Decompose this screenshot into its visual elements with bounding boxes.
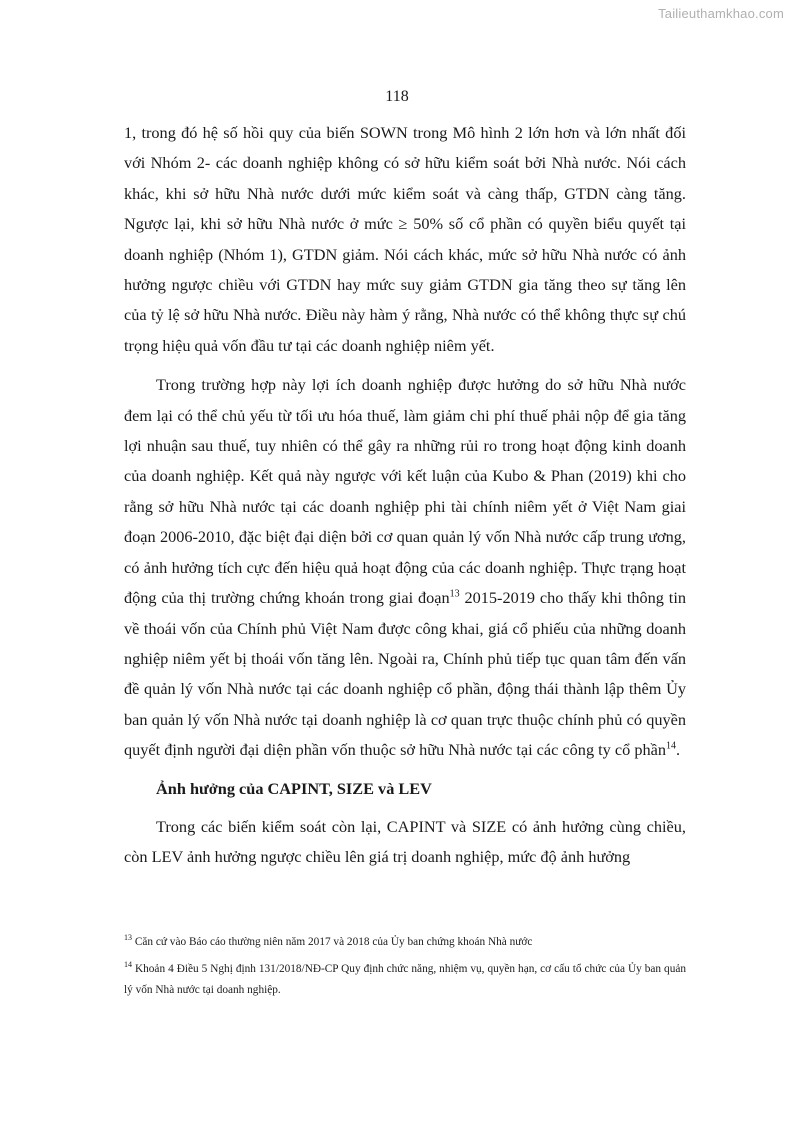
- paragraph-2-part-2: 2015-2019 cho thấy khi thông tin về thoái vốn của Chính phủ Việt Nam được công khai, giá cổ phiếu của những doanh nghiệp niêm yết bị thoái vốn tăng lên. Ngoài ra, Chính phủ tiếp tục quan tâm đến vấn đề quản lý vốn Nhà nước tại các doanh nghiệp cổ phần, động thái thành lập thêm Ủy ban quản lý vốn Nhà nước tại doanh nghiệp là cơ quan trực thuộc chính phủ có quyền quyết định người đại diện phần vốn thuộc sở hữu Nhà nước tại các công ty cổ phần: [124, 588, 686, 760]
- watermark: Tailieuthamkhao.com: [658, 6, 784, 21]
- section-heading: Ảnh hưởng của CAPINT, SIZE và LEV: [156, 778, 432, 798]
- page-number: 118: [385, 88, 409, 105]
- paragraph-2: [124, 370, 686, 765]
- footnote-ref-14[interactable]: 14: [665, 740, 676, 752]
- body-text: [124, 118, 686, 873]
- footnote-13: [124, 932, 686, 953]
- paragraph-3: Trong các biến kiểm soát còn lại, CAPINT và SIZE có ảnh hưởng cùng chiều, còn LEV ảnh hưởng ngược chiều lên giá trị doanh nghiệp, mức độ ảnh hưởng: [124, 816, 686, 867]
- footnote-text-14: Khoản 4 Điều 5 Nghị định 131/2018/NĐ-CP Quy định chức năng, nhiệm vụ, quyền hạn, cơ cấu tổ chức của Ủy ban quản lý vốn Nhà nước tại doanh nghiệp.: [124, 963, 686, 996]
- paragraph-2-part-1: Trong trường hợp này lợi ích doanh nghiệp được hưởng do sở hữu Nhà nước đem lại có thể chủ yếu từ tối ưu hóa thuế, làm giảm chi phí thuế phải nộp để gia tăng lợi nhuận sau thuế, tuy nhiên có thể gây ra những rủi ro trong hoạt động kinh doanh của doanh nghiệp. Kết quả này ngược với kết luận của Kubo & Phan (2019) khi cho rằng sở hữu Nhà nước tại các doanh nghiệp phi tài chính niêm yết ở Việt Nam giai đoạn 2006-2010, đặc biệt đại diện bởi cơ quan quản lý vốn Nhà nước cấp trung ương, có ảnh hưởng tích cực đến hiệu quả hoạt động của các doanh nghiệp. Thực trạng hoạt động của thị trường chứng khoán trong giai đoạn: [124, 375, 686, 608]
- footnotes: [124, 932, 686, 1007]
- footnote-text-13: Căn cứ vào Báo cáo thường niên năm 2017 và 2018 của Ủy ban chứng khoán Nhà nước: [132, 936, 533, 948]
- footnote-number-14: 14: [124, 960, 132, 970]
- footnote-number-13: 13: [124, 933, 132, 943]
- paragraph-2-part-3: .: [675, 740, 681, 760]
- footnote-14: [124, 959, 686, 1001]
- footnote-ref-13[interactable]: 13: [449, 588, 460, 600]
- paragraph-1: 1, trong đó hệ số hồi quy của biến SOWN trong Mô hình 2 lớn hơn và lớn nhất đối với Nhóm 2- các doanh nghiệp không có sở hữu kiểm soát bởi Nhà nước. Nói cách khác, khi sở hữu Nhà nước dưới mức kiểm soát và càng thấp, GTDN càng tăng. Ngược lại, khi sở hữu Nhà nước ở mức ≥ 50% số cổ phần có quyền biểu quyết tại doanh nghiệp (Nhóm 1), GTDN giảm. Nói cách khác, mức sở hữu Nhà nước có ảnh hưởng ngược chiều với GTDN hay mức suy giảm GTDN gia tăng theo sự tăng lên của tỷ lệ sở hữu Nhà nước. Điều này hàm ý rằng, Nhà nước có thể không thực sự chú trọng hiệu quả vốn đầu tư tại các doanh nghiệp niêm yết.: [124, 123, 686, 355]
